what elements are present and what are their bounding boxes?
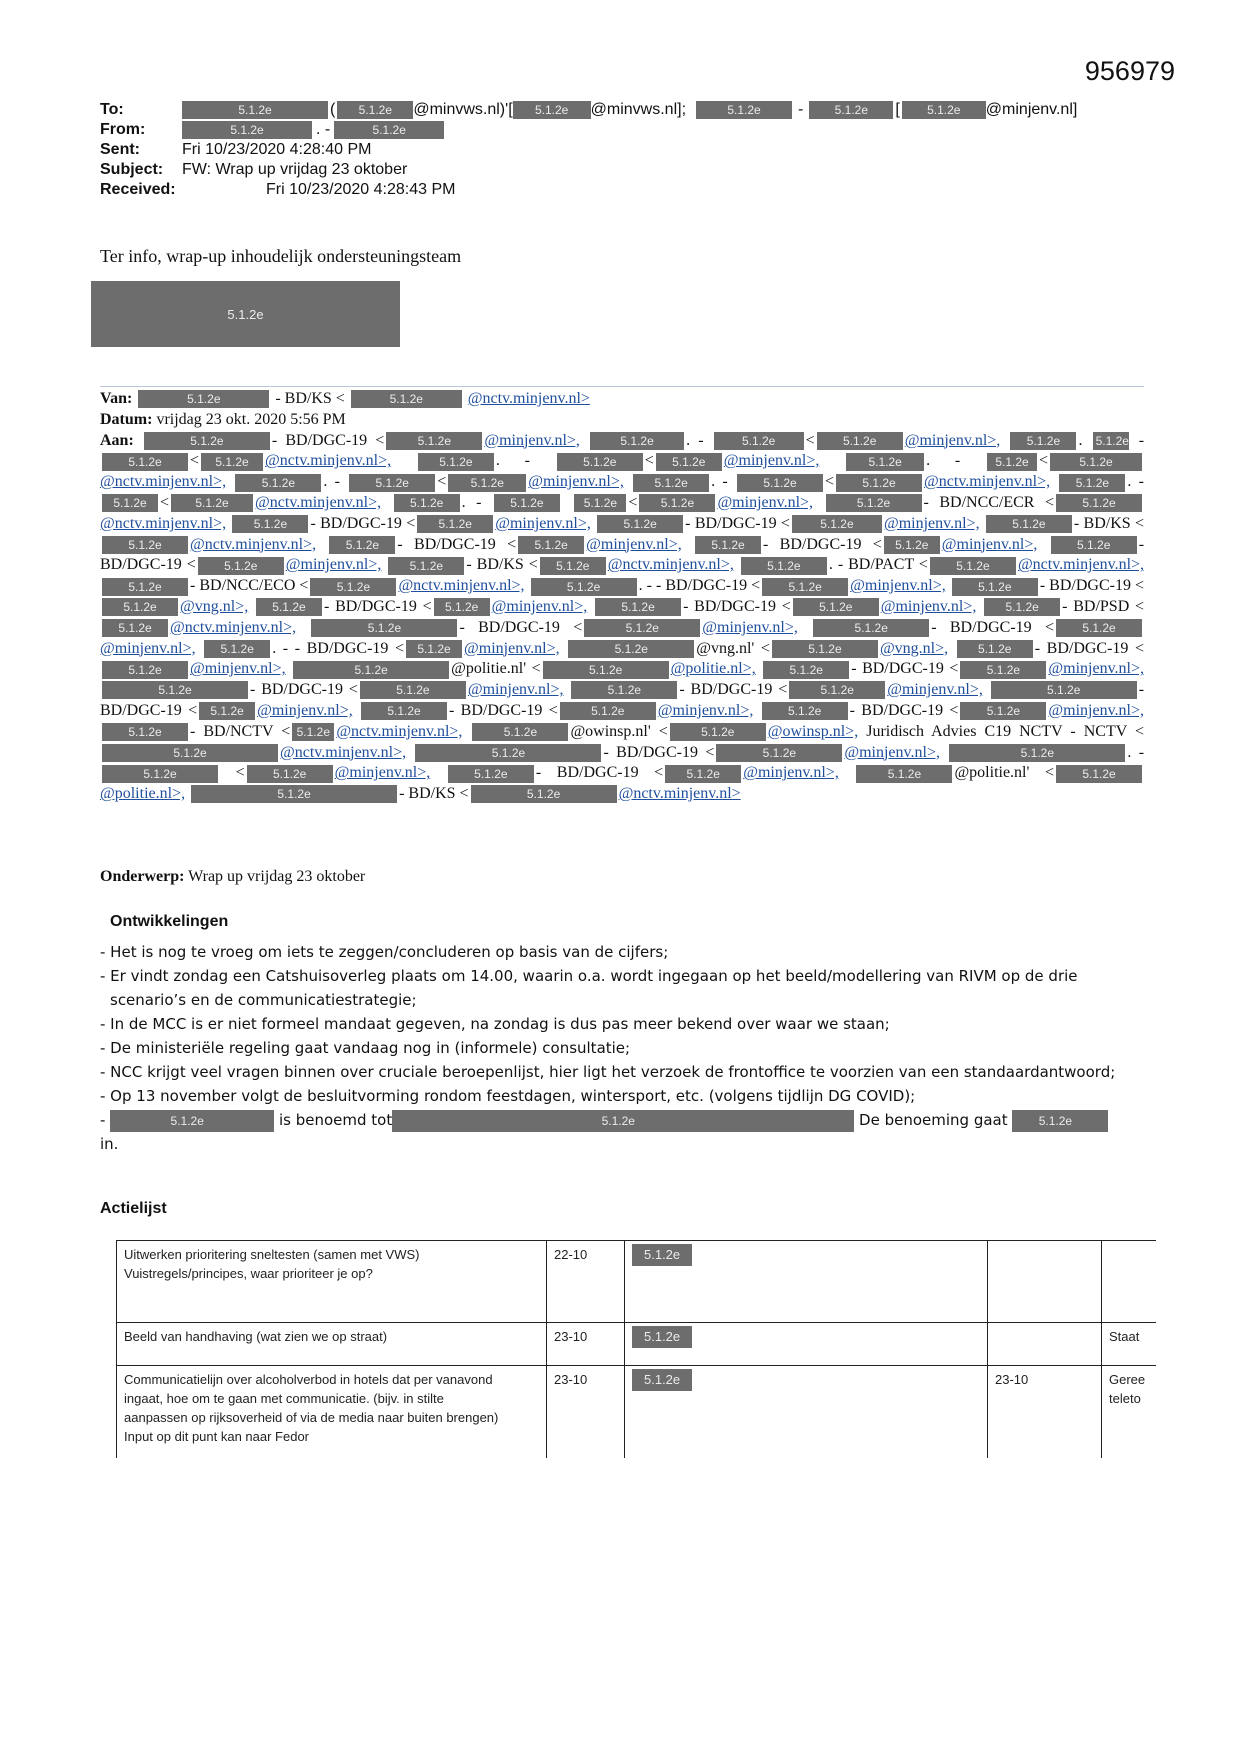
redaction: 5.1.2e — [472, 723, 568, 741]
recipient-text: - BD/DGC-19 — [655, 577, 748, 595]
redaction: 5.1.2e — [1056, 619, 1142, 637]
owner-cell — [625, 1366, 988, 1458]
recipient-text: - BD/DGC-19 — [931, 618, 1032, 636]
document-number: 956979 — [1084, 56, 1175, 86]
status-cell: Geree teleto — [1102, 1366, 1157, 1458]
redaction: 5.1.2e — [349, 474, 435, 492]
redaction: 5.1.2e — [772, 640, 878, 658]
email-link[interactable]: @minjenv.nl>, — [883, 514, 980, 532]
email-link[interactable]: @minjenv.nl>, — [464, 639, 560, 657]
redaction: 5.1.2e — [1059, 474, 1125, 492]
redaction: 5.1.2e — [1093, 432, 1129, 450]
email-link[interactable]: @minjenv.nl>, — [743, 764, 839, 782]
redaction: 5.1.2e — [595, 598, 681, 616]
recipient-text: @owinsp.nl' — [570, 722, 651, 740]
redaction: 5.1.2e — [293, 661, 449, 679]
email-link[interactable]: @minjenv.nl>, — [1048, 701, 1144, 719]
redaction: 5.1.2e — [171, 494, 253, 512]
redaction: 5.1.2e — [191, 785, 397, 803]
email-link[interactable]: @minjenv.nl>, — [257, 701, 353, 719]
recipient-text: BD/PACT — [848, 556, 914, 574]
redaction: 5.1.2e — [987, 453, 1037, 471]
date-cell: 22-10 — [547, 1241, 625, 1323]
redaction: 5.1.2e — [102, 619, 168, 637]
email-link[interactable]: @minjenv.nl>, — [1048, 660, 1145, 678]
redaction: 5.1.2e — [138, 390, 269, 408]
recipient-text: Juridisch Advies C19 NCTV - NCTV — [866, 722, 1127, 740]
redaction: 5.1.2e — [471, 785, 617, 803]
to-domain: @minvws.nl]; — [590, 101, 687, 118]
recipient-text: - BD/KS — [1073, 514, 1131, 532]
recipient-text: - BD/NCC/ECR — [923, 493, 1035, 511]
list-item: - De ministeriële regeling gaat vandaag nog in (informele) consultatie; — [100, 1039, 631, 1057]
sent-value: Fri 10/23/2020 4:28:40 PM — [182, 141, 372, 158]
email-link[interactable]: @vng.nl>, — [180, 597, 249, 615]
redaction: 5.1.2e — [632, 1326, 692, 1348]
redaction: 5.1.2e — [597, 515, 683, 533]
recipient-text: @vng.nl' — [696, 639, 755, 657]
redaction: 5.1.2e — [633, 474, 709, 492]
redaction: 5.1.2e — [182, 101, 328, 119]
recipient-text: - BD/DGC-19 — [397, 535, 496, 553]
list-item: - Er vindt zondag een Catshuisoverleg plaats om 14.00, waarin o.a. wordt ingegaan op het beeld/modellering van RIVM op de drie scenario’s en de communicatiestrategie; — [100, 967, 1078, 1009]
action-cell: Communicatielijn over alcoholverbod in hotels dat per vanavond ingaat, hoe om te gaan met communicatie. (bijv. in stilte aanpassen op rijksoverheid of via de media naar buiten brengen) Input op dit punt kan naar Fedor — [117, 1366, 547, 1458]
redaction: 5.1.2e — [737, 474, 823, 492]
list-continuation: in. — [100, 1135, 119, 1153]
redaction: 5.1.2e — [960, 661, 1046, 679]
email-link[interactable]: @nctv.minjenv.nl> — [467, 390, 590, 407]
email-link[interactable]: @minjenv.nl>, — [844, 743, 940, 761]
subject-label: Subject: — [100, 161, 164, 178]
redaction: 5.1.2e — [198, 557, 284, 575]
email-link[interactable]: @nctv.minjenv.nl>, — [170, 618, 297, 636]
recipient-text: - BD/DGC-19 — [271, 431, 368, 449]
redaction: 5.1.2e — [1050, 453, 1142, 471]
redaction: 5.1.2e — [809, 101, 893, 119]
redaction: 5.1.2e — [991, 681, 1137, 699]
redaction: 5.1.2e — [557, 453, 643, 471]
email-link[interactable]: @minjenv.nl>, — [702, 618, 798, 636]
redaction: 5.1.2e — [884, 536, 940, 554]
redaction: 5.1.2e — [762, 702, 848, 720]
to-domain: @minvws.nl)'[ — [413, 101, 513, 118]
redaction: 5.1.2e — [386, 432, 482, 450]
intro-text: Ter info, wrap-up inhoudelijk ondersteuningsteam — [100, 246, 462, 266]
email-link[interactable]: @politie.nl>, — [670, 660, 756, 678]
email-link[interactable]: @minjenv.nl>, — [190, 660, 286, 678]
redaction: 5.1.2e — [388, 557, 464, 575]
redaction: 5.1.2e — [836, 474, 922, 492]
redaction: 5.1.2e — [949, 744, 1125, 762]
redaction: 5.1.2e — [102, 598, 178, 616]
email-link[interactable]: @minjenv.nl>, — [850, 577, 946, 595]
deadline-cell — [988, 1241, 1102, 1323]
redaction: 5.1.2e — [846, 453, 924, 471]
redaction: 5.1.2e — [632, 1369, 692, 1391]
redaction: 5.1.2e — [144, 432, 270, 450]
table-row — [117, 1241, 1157, 1323]
redaction: 5.1.2e — [292, 723, 334, 741]
redaction: 5.1.2e — [102, 453, 188, 471]
action-table — [116, 1240, 1156, 1458]
email-link[interactable]: @nctv.minjenv.nl>, — [336, 722, 463, 740]
email-link[interactable]: @nctv.minjenv.nl> — [618, 785, 741, 803]
email-header — [100, 100, 1077, 200]
redaction: 5.1.2e — [247, 765, 333, 783]
email-link[interactable]: @nctv.minjenv.nl>, — [1017, 556, 1145, 574]
date-cell: 23-10 — [547, 1323, 625, 1366]
deadline-cell: 23-10 — [988, 1366, 1102, 1458]
redaction: 5.1.2e — [656, 453, 722, 471]
redaction: 5.1.2e — [670, 723, 766, 741]
redaction: 5.1.2e — [1056, 765, 1142, 783]
redaction: 5.1.2e — [494, 494, 560, 512]
redaction: 5.1.2e — [789, 681, 885, 699]
redaction: 5.1.2e — [590, 432, 684, 450]
redaction: 5.1.2e — [417, 515, 493, 533]
redaction: 5.1.2e — [102, 536, 188, 554]
email-link[interactable]: @minjenv.nl>, — [887, 681, 983, 699]
redaction: 5.1.2e — [930, 557, 1016, 575]
redaction: 5.1.2e — [763, 661, 849, 679]
redaction: 5.1.2e — [793, 598, 879, 616]
to-domain: @minjenv.nl] — [985, 101, 1078, 118]
redaction: 5.1.2e — [448, 474, 526, 492]
redaction: 5.1.2e — [952, 578, 1038, 596]
redaction: 5.1.2e — [102, 578, 188, 596]
redaction: 5.1.2e — [310, 578, 396, 596]
redaction: 5.1.2e — [632, 1244, 692, 1266]
recipient-text: - BD/DGC-19 — [851, 660, 944, 678]
email-link[interactable]: @minjenv.nl>, — [467, 681, 564, 699]
email-link[interactable]: @minjenv.nl>, — [657, 701, 754, 719]
subject-row — [100, 160, 1077, 180]
redaction: 5.1.2e — [902, 101, 986, 119]
redaction: 5.1.2e — [540, 557, 606, 575]
recipient-text: - BD/KS — [466, 556, 524, 574]
recipient-text: - BD/DGC-19 — [100, 681, 1145, 719]
redaction: 5.1.2e — [543, 661, 669, 679]
owner-cell — [625, 1241, 988, 1323]
redaction: 5.1.2e — [574, 494, 626, 512]
email-link[interactable]: @nctv.minjenv.nl>, — [398, 577, 525, 595]
redaction: 5.1.2e — [201, 453, 263, 471]
email-link[interactable]: @nctv.minjenv.nl>, — [265, 452, 392, 470]
recipient-text: - BD/KS — [399, 785, 456, 803]
redaction: 5.1.2e — [199, 702, 255, 720]
redaction: 5.1.2e — [1051, 536, 1137, 554]
list-item: - NCC krijgt veel vragen binnen over cruciale beroepenlijst, hier ligt het verzoek de frontoffice te voorzien van een standaardantwoord; — [100, 1063, 1116, 1081]
redaction: 5.1.2e — [394, 494, 460, 512]
redaction: 5.1.2e — [415, 744, 601, 762]
email-link[interactable]: @politie.nl>, — [100, 785, 186, 803]
date-cell: 23-10 — [547, 1366, 625, 1458]
table-row — [117, 1323, 1157, 1366]
redaction: 5.1.2e — [360, 681, 466, 699]
recipient-text: - BD/DGC-19 — [685, 514, 777, 532]
redaction: 5.1.2e — [235, 474, 321, 492]
redaction: 5.1.2e — [813, 619, 929, 637]
redaction: 5.1.2e — [256, 598, 322, 616]
email-link[interactable]: @minjenv.nl>, — [484, 431, 580, 449]
list-item: - Het is nog te vroeg om iets te zeggen/concluderen op basis van de cijfers; — [100, 943, 669, 961]
redaction: 5.1.2e — [665, 765, 741, 783]
email-link[interactable]: @nctv.minjenv.nl>, — [100, 473, 227, 491]
recipient-text: - BD/NCTV — [190, 722, 274, 740]
sent-row — [100, 140, 1077, 160]
email-link[interactable]: @nctv.minjenv.nl>, — [924, 473, 1051, 491]
redaction: 5.1.2e — [232, 515, 308, 533]
recipient-text: - BD/DGC-19 — [849, 701, 944, 719]
redaction: 5.1.2e — [1010, 432, 1076, 450]
redaction: 5.1.2e — [351, 390, 462, 408]
redaction: 5.1.2e — [792, 515, 882, 533]
recipient-list: Aan: 5.1.2e - BD/DGC-19 < 5.1.2e @minjenv.nl>, 5.1.2e . - 5.1.2e < 5.1.2e @minjenv.nl>, 5.1.2e . 5.1.2e - 5.1.2e < 5.1.2e @nctv.minjenv.nl>, 5.1.2e . - 5.1.2e < 5.1.2e @minjenv.nl>, 5.1.2e . - 5.1.2e < 5.1.2e@nctv.minjenv.nl>, 5.1.2e . - 5.1.2e < 5.1.2e @minjenv.nl>, 5.1.2e . - 5.1.2e < 5.1.2e @nctv.minjenv.nl>, 5.1.2e . - 5.1.2e < 5.1.2e @nctv.minjenv.nl>, 5.1.2e . - 5.1.2e 5.1.2e < 5.1.2e @minjenv.nl>, 5.1.2e - BD/NCC/ECR < 5.1.2e@nctv.minjenv.nl>, 5.1.2e - BD/DGC-19 < 5.1.2e @minjenv.nl>, 5.1.2e - BD/DGC-19 < 5.1.2e @minjenv.nl>, 5.1.2e - BD/KS <5.1.2e @nctv.minjenv.nl>, 5.1.2e - BD/DGC-19 < 5.1.2e @minjenv.nl>, 5.1.2e - BD/DGC-19 < 5.1.2e @minjenv.nl>, 5.1.2e - BD/DGC-19 < 5.1.2e @minjenv.nl>, 5.1.2e - BD/KS < 5.1.2e @nctv.minjenv.nl>, 5.1.2e . - BD/PACT < 5.1.2e @nctv.minjenv.nl>, 5.1.2e - BD/NCC/ECO < 5.1.2e @nctv.minjenv.nl>, 5.1.2e . - - BD/DGC-19 < 5.1.2e @minjenv.nl>, 5.1.2e - BD/DGC-19 <5.1.2e @vng.nl>, 5.1.2e - BD/DGC-19 < 5.1.2e @minjenv.nl>, 5.1.2e - BD/DGC-19 < 5.1.2e @minjenv.nl>, 5.1.2e - BD/PSD <5.1.2e @nctv.minjenv.nl>, 5.1.2e - BD/DGC-19 < 5.1.2e @minjenv.nl>, 5.1.2e - BD/DGC-19 < 5.1.2e@minjenv.nl>, 5.1.2e . - - BD/DGC-19 < 5.1.2e @minjenv.nl>, 5.1.2e @vng.nl' < 5.1.2e @vng.nl>, 5.1.2e - BD/DGC-19 <5.1.2e @minjenv.nl>, 5.1.2e @politie.nl' < 5.1.2e @politie.nl>, 5.1.2e - BD/DGC-19 < 5.1.2e @minjenv.nl>, 5.1.2e - BD/DGC-19 < 5.1.2e @minjenv.nl>, 5.1.2e - BD/DGC-19 < 5.1.2e @minjenv.nl>, 5.1.2e - BD/DGC-19 < 5.1.2e @minjenv.nl>, 5.1.2e - BD/DGC-19 < 5.1.2e @minjenv.nl>, 5.1.2e - BD/DGC-19 < 5.1.2e @minjenv.nl>, 5.1.2e - BD/NCTV < 5.1.2e @nctv.minjenv.nl>, 5.1.2e @owinsp.nl' < 5.1.2e @owinsp.nl>, Juridisch Advies C19 NCTV - NCTV <5.1.2e @nctv.minjenv.nl>, 5.1.2e - BD/DGC-19 < 5.1.2e @minjenv.nl>, 5.1.2e . - 5.1.2e < 5.1.2e @minjenv.nl>, 5.1.2e - BD/DGC-19 < 5.1.2e @minjenv.nl>, 5.1.2e @politie.nl' < 5.1.2e@politie.nl>, 5.1.2e - BD/KS < 5.1.2e @nctv.minjenv.nl> — [100, 431, 1145, 803]
recipient-text: - BD/DGC-19 — [449, 701, 543, 719]
redaction: 5.1.2e — [762, 578, 848, 596]
table-row — [117, 1366, 1157, 1458]
redaction: 5.1.2e — [986, 515, 1072, 533]
section-title-ontwikkelingen: Ontwikkelingen — [110, 913, 229, 930]
recipient-text: - BD/DGC-19 — [323, 597, 417, 615]
recipient-text: - BD/DGC-19 — [250, 681, 343, 699]
redaction: 5.1.2e — [102, 765, 218, 783]
redaction: 5.1.2e — [204, 640, 270, 658]
redaction: 5.1.2e — [1012, 1110, 1108, 1132]
recipient-text: - BD/DGC-19 — [1034, 639, 1129, 657]
redaction: 5.1.2e — [329, 536, 395, 554]
recipient-text: - BD/DGC-19 — [763, 535, 862, 553]
redaction: 5.1.2e — [102, 723, 188, 741]
redaction: 5.1.2e — [984, 598, 1060, 616]
onderwerp-line: Onderwerp: Wrap up vrijdag 23 oktober — [100, 868, 366, 885]
email-link[interactable]: @minjenv.nl>, — [100, 639, 196, 657]
redaction: 5.1.2e — [337, 101, 413, 119]
redaction: 5.1.2e — [696, 101, 792, 119]
van-line: Van: 5.1.2e - BD/KS < 5.1.2e @nctv.minjenv.nl> — [100, 390, 590, 407]
email-link[interactable]: @minjenv.nl>, — [528, 473, 624, 491]
received-row — [100, 180, 1077, 200]
recipient-text: - BD/NCC/ECO — [190, 577, 296, 595]
redaction: 5.1.2e — [102, 681, 248, 699]
ontwikkelingen-list — [100, 940, 1132, 1156]
email-link[interactable]: @nctv.minjenv.nl>, — [280, 743, 407, 761]
from-row: From: 5.1.2e . - 5.1.2e — [100, 120, 1077, 140]
to-label: To: — [100, 101, 124, 118]
redaction: 5.1.2e — [102, 661, 188, 679]
email-link[interactable]: @nctv.minjenv.nl>, — [607, 556, 734, 574]
redaction: 5.1.2e — [182, 121, 312, 139]
email-link[interactable]: @minjenv.nl>, — [285, 556, 382, 574]
redaction: 5.1.2e — [518, 536, 584, 554]
list-item: - 5.1.2e is benoemd tot 5.1.2e De benoeming gaat 5.1.2e — [100, 1108, 1132, 1132]
email-link[interactable]: @minjenv.nl>, — [491, 597, 588, 615]
redaction: 5.1.2e — [741, 557, 827, 575]
email-link[interactable]: @nctv.minjenv.nl>, — [190, 535, 317, 553]
redaction: 5.1.2e — [560, 702, 656, 720]
redaction: 5.1.2e — [568, 640, 694, 658]
recipient-text: - BD/PSD — [1062, 597, 1130, 615]
status-cell — [1102, 1241, 1157, 1323]
owner-cell — [625, 1323, 988, 1366]
action-cell: Uitwerken prioritering sneltesten (samen met VWS) Vuistregels/principes, waar prioriteer je op? — [117, 1241, 547, 1323]
email-link[interactable]: @vng.nl>, — [879, 639, 949, 657]
email-link[interactable]: @minjenv.nl>, — [904, 431, 1001, 449]
email-link[interactable]: @minjenv.nl>, — [880, 597, 977, 615]
to-row: To: 5.1.2e ( 5.1.2e @minvws.nl)'[ 5.1.2e @minvws.nl]; 5.1.2e - 5.1.2e [ 5.1.2e @minjenv.nl] — [100, 101, 1078, 118]
email-link[interactable]: @minjenv.nl>, — [941, 535, 1038, 553]
redaction: 5.1.2e — [334, 121, 444, 139]
email-link[interactable]: @owinsp.nl>, — [767, 722, 859, 740]
redaction: 5.1.2e — [418, 453, 494, 471]
recipient-text: @politie.nl' — [451, 660, 527, 678]
redaction: 5.1.2e — [960, 702, 1046, 720]
recipient-text: - BD/DGC-19 — [459, 618, 560, 636]
divider — [100, 386, 1144, 387]
recipient-text: - BD/DGC-19 — [603, 743, 698, 761]
redaction: 5.1.2e — [716, 744, 842, 762]
redaction: 5.1.2e — [102, 494, 158, 512]
recipient-text: - BD/DGC-19 — [683, 597, 776, 615]
redaction: 5.1.2e — [311, 619, 457, 637]
redaction: 5.1.2e — [102, 744, 278, 762]
list-item: - In de MCC is er niet formeel mandaat gegeven, na zondag is dus pas meer bekend over waar we staan; — [100, 1015, 890, 1033]
email-link[interactable]: @minjenv.nl>, — [495, 514, 591, 532]
redaction: 5.1.2e — [1056, 494, 1142, 512]
redaction: 5.1.2e — [695, 536, 761, 554]
redaction: 5.1.2e — [571, 681, 677, 699]
recipient-text: - BD/DGC-19 — [679, 681, 773, 699]
recipient-text: - BD/DGC-19 — [294, 639, 389, 657]
email-link[interactable]: @minjenv.nl>, — [717, 493, 814, 511]
recipient-text: - BD/DGC-19 — [535, 764, 639, 782]
subject-value: FW: Wrap up vrijdag 23 oktober — [182, 161, 408, 178]
redaction: 5.1.2e — [361, 702, 447, 720]
recipient-text: - BD/DGC-19 — [1039, 577, 1131, 595]
list-item: - Op 13 november volgt de besluitvorming rondom feestdagen, wintersport, etc. (volgens tijdlijn DG COVID); — [100, 1087, 916, 1105]
redaction: 5.1.2e — [392, 1110, 854, 1132]
datum-line: Datum: vrijdag 23 okt. 2020 5:56 PM — [100, 410, 346, 428]
received-value: Fri 10/23/2020 4:28:43 PM — [266, 181, 456, 198]
redaction: 5.1.2e — [513, 101, 591, 119]
redaction: 5.1.2e — [639, 494, 715, 512]
redaction: 5.1.2e — [714, 432, 804, 450]
action-cell: Beeld van handhaving (wat zien we op straat) — [117, 1323, 547, 1366]
status-cell: Staat — [1102, 1323, 1157, 1366]
recipient-text: @politie.nl' — [954, 764, 1030, 782]
from-label: From: — [100, 121, 146, 138]
forwarded-header — [100, 389, 1144, 805]
redaction: 5.1.2e — [448, 765, 534, 783]
recipient-text: - BD/DGC-19 — [100, 535, 1145, 574]
received-label: Received: — [100, 181, 176, 198]
redaction-block: 5.1.2e — [91, 281, 400, 347]
email-link[interactable]: @minjenv.nl>, — [586, 535, 682, 553]
deadline-cell — [988, 1323, 1102, 1366]
redaction: 5.1.2e — [817, 432, 903, 450]
redaction: 5.1.2e — [434, 598, 490, 616]
email-link[interactable]: @minjenv.nl>, — [334, 764, 431, 782]
recipient-text: - BD/DGC-19 — [310, 514, 402, 532]
redaction: 5.1.2e — [584, 619, 700, 637]
redaction: 5.1.2e — [110, 1110, 274, 1132]
email-link[interactable]: @minjenv.nl>, — [723, 452, 820, 470]
redaction: 5.1.2e — [826, 494, 922, 512]
sent-label: Sent: — [100, 141, 140, 158]
email-link[interactable]: @nctv.minjenv.nl>, — [100, 514, 227, 532]
redaction: 5.1.2e — [531, 578, 637, 596]
redaction: 5.1.2e — [856, 765, 952, 783]
redaction: 5.1.2e — [957, 640, 1033, 658]
email-link[interactable]: @nctv.minjenv.nl>, — [255, 493, 382, 511]
redaction: 5.1.2e — [406, 640, 462, 658]
section-title-actielijst: Actielijst — [100, 1200, 167, 1217]
